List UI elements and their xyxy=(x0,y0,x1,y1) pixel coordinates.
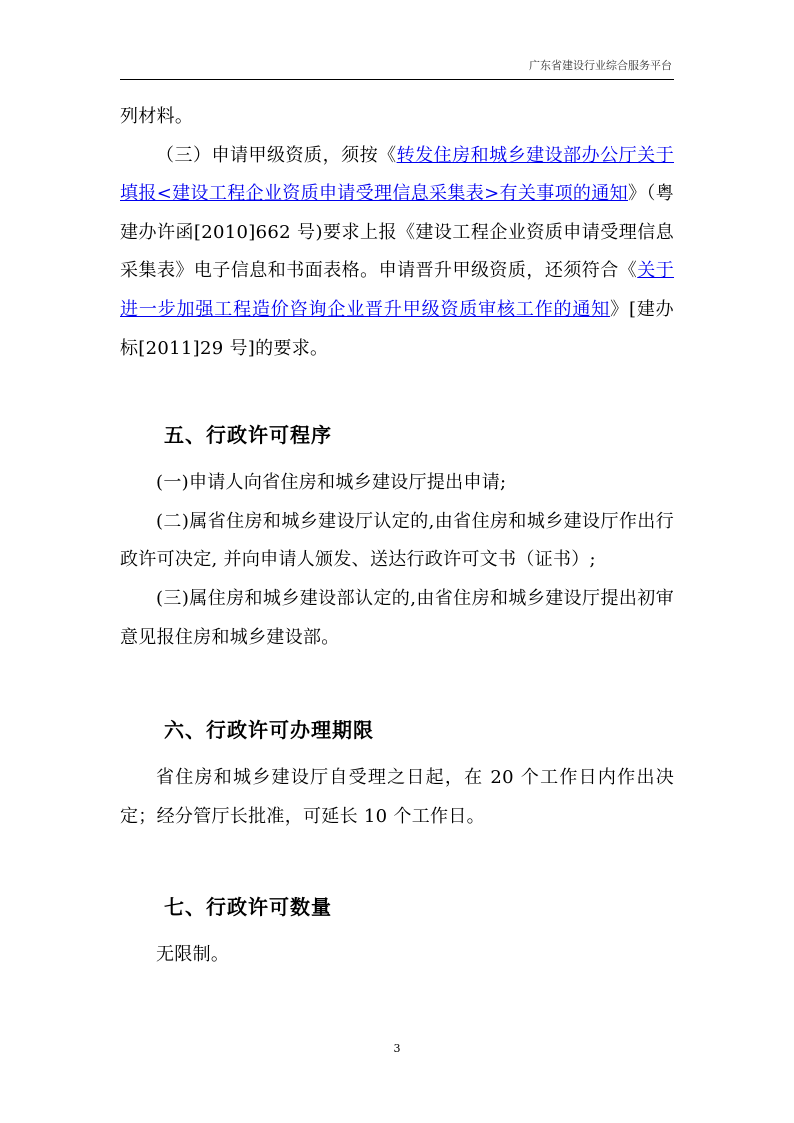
paragraph-text: 》（粤建办许函[2010]662 号)要求上报《建设工程企业资质申请受理信息采集表》电子信息和书面表格。申请晋升甲级资质，还须符合《 xyxy=(120,183,675,282)
section-heading-time-limit: 六、行政许可办理期限 xyxy=(164,718,374,743)
paragraph-continuation: 列材料。 xyxy=(120,106,194,127)
page-header: 广东省建设行业综合服务平台 xyxy=(529,59,672,72)
paragraph-text: 》[建办标[2011]29 号]的要求。 xyxy=(120,298,674,359)
document-body xyxy=(120,98,674,975)
procedure-step-1: (一)申请人向省住房和城乡建设厅提出申请; xyxy=(156,472,507,494)
time-limit-paragraph: 省住房和城乡建设厅自受理之日起，在 20 个工作日内作出决定；经分管厅长批准，可延长 10 个工作日。 xyxy=(120,767,674,827)
procedure-step-2: (二)属省住房和城乡建设厅认定的,由省住房和城乡建设厅作出行政许可决定, 并向申请人颁发、送达行政许可文书（证书）; xyxy=(120,510,674,571)
procedure-step-3: (三)属住房和城乡建设部认定的,由省住房和城乡建设厅提出初审意见报住房和城乡建设部。 xyxy=(120,587,674,648)
notice-link-grade-a-review[interactable]: 关于进一步加强工程造价咨询企业晋升甲级资质审核工作的通知 xyxy=(120,260,674,320)
paragraph-grade-a xyxy=(120,137,674,369)
paragraph-text: （三）申请甲级资质，须按《 xyxy=(156,144,397,166)
section-heading-quantity: 七、行政许可数量 xyxy=(164,895,332,920)
page-number: 3 xyxy=(393,1042,401,1055)
header-rule xyxy=(120,79,674,80)
section-heading-procedure: 五、行政许可程序 xyxy=(164,423,332,448)
notice-link-info-form[interactable]: 转发住房和城乡建设部办公厅关于填报<建设工程企业资质申请受理信息采集表>有关事项的通知 xyxy=(120,144,674,205)
quantity-paragraph: 无限制。 xyxy=(156,944,230,966)
